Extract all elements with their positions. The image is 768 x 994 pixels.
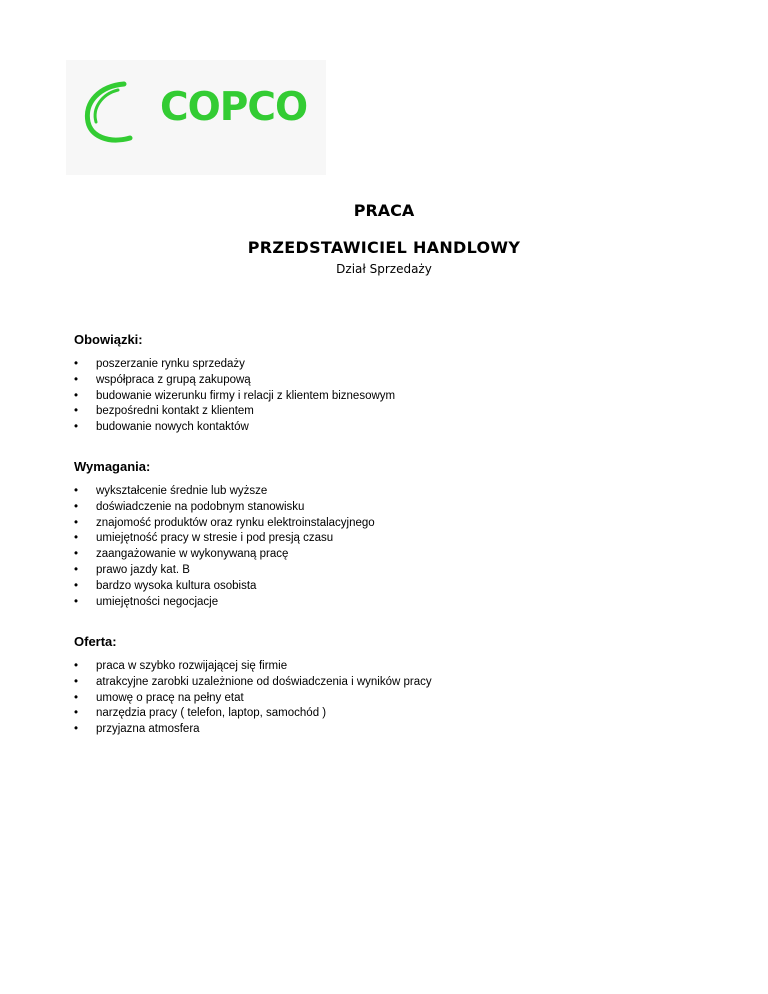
list-item: • doświadczenie na podobnym stanowisku xyxy=(74,500,375,516)
list-item: • zaangażowanie w wykonywaną pracę xyxy=(74,547,375,563)
list-item: • umiejętności negocjacje xyxy=(74,595,375,611)
bullet-icon: • xyxy=(74,660,79,672)
list-item: • praca w szybko rozwijającej się firmie xyxy=(74,659,432,675)
list-item: • umowę o pracę na pełny etat xyxy=(74,691,432,707)
bullet-icon: • xyxy=(74,405,79,418)
swoosh-logo-icon xyxy=(80,78,152,150)
logo-wordmark: COPCO xyxy=(160,85,308,130)
department-label: Dział Sprzedaży xyxy=(336,262,432,276)
list-item: • budowanie nowych kontaktów xyxy=(74,420,395,436)
list-item: • bardzo wysoka kultura osobista xyxy=(74,579,375,595)
duties-list xyxy=(74,357,395,436)
requirements-list xyxy=(74,484,375,610)
bullet-icon: • xyxy=(74,500,79,513)
offer-list xyxy=(74,659,432,738)
list-item: • współpraca z grupą zakupową xyxy=(74,373,395,389)
bullet-icon: • xyxy=(74,707,79,720)
list-item: • prawo jazdy kat. B xyxy=(74,563,375,579)
list-item: • umiejętność pracy w stresie i pod presją czasu xyxy=(74,531,375,547)
bullet-icon: • xyxy=(74,358,79,370)
bullet-icon: • xyxy=(74,548,79,561)
bullet-icon: • xyxy=(74,485,79,497)
list-item: • atrakcyjne zarobki uzależnione od doświadczenia i wyników pracy xyxy=(74,675,432,691)
bullet-icon: • xyxy=(74,579,79,592)
company-logo xyxy=(66,60,326,175)
list-item: • budowanie wizerunku firmy i relacji z klientem biznesowym xyxy=(74,389,395,405)
list-item: • znajomość produktów oraz rynku elektroinstalacyjnego xyxy=(74,516,375,532)
list-item: • narzędzia pracy ( telefon, laptop, samochód ) xyxy=(74,706,432,722)
bullet-icon: • xyxy=(74,563,79,576)
bullet-icon: • xyxy=(74,675,79,688)
bullet-icon: • xyxy=(74,373,79,386)
list-item: • wykształcenie średnie lub wyższe xyxy=(74,484,375,500)
bullet-icon: • xyxy=(74,421,79,434)
bullet-icon: • xyxy=(74,516,79,529)
position-title: PRZEDSTAWICIEL HANDLOWY xyxy=(247,238,521,257)
list-item: • przyjazna atmosfera xyxy=(74,722,432,738)
section-title-duties: Obowiązki: xyxy=(74,332,143,347)
bullet-icon: • xyxy=(74,389,79,402)
bullet-icon: • xyxy=(74,595,79,608)
section-title-offer: Oferta: xyxy=(74,634,117,649)
bullet-icon: • xyxy=(74,532,79,545)
section-title-requirements: Wymagania: xyxy=(74,459,151,474)
bullet-icon: • xyxy=(74,691,79,704)
page-title: PRACA xyxy=(353,201,415,220)
bullet-icon: • xyxy=(74,723,79,736)
list-item: • bezpośredni kontakt z klientem xyxy=(74,404,395,420)
list-item: • poszerzanie rynku sprzedaży xyxy=(74,357,395,373)
